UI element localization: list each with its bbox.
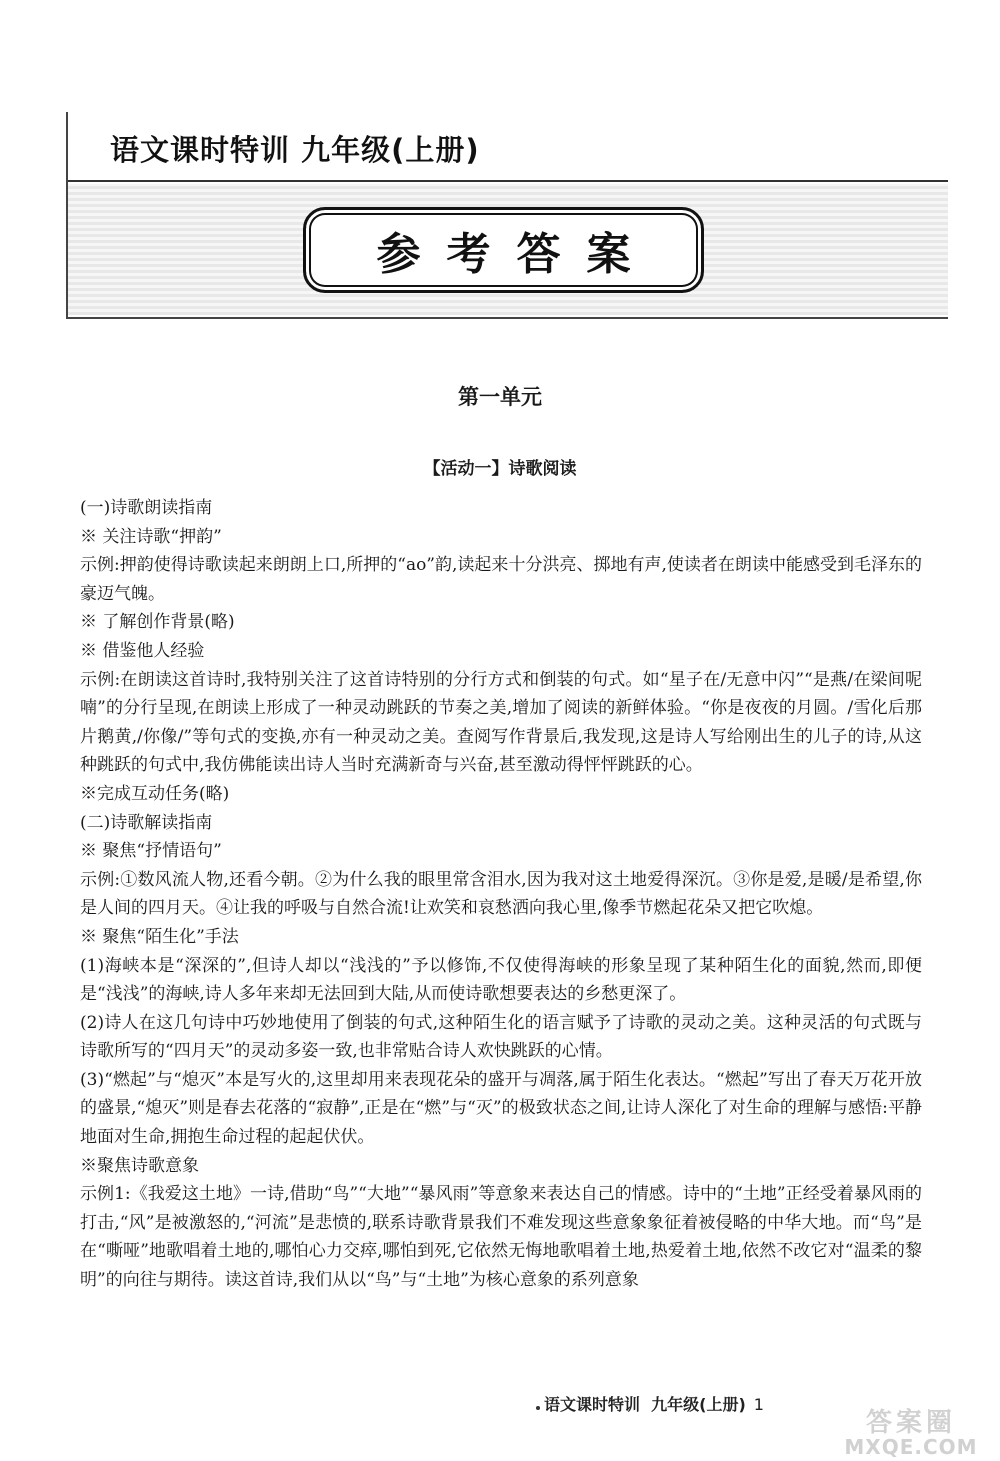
watermark-logo: [836, 1408, 986, 1460]
bullet-heading: ※ 聚焦“陌生化”手法: [80, 926, 239, 947]
bullet-heading: ※完成互动任务(略): [80, 783, 230, 804]
paragraph: 示例1:《我爱这土地》一诗,借助“鸟”“大地”“暴风雨”等意象来表达自己的情感。诗中的“土地”正经受着暴风雨的打击,“风”是被激怒的,“河流”是悲愤的,联系诗歌背景我们不难发现这些意象象征着被侵略的中华大地。而“鸟”是在“嘶哑”地歌唱着土地的,哪怕心力交瘁,哪怕到死,它依然无悔地歌唱着土地,热爱着土地,依然不改它对“温柔的黎明”的向往与期待。读这首诗,我们从以“鸟”与“土地”为核心意象的系列意象: [80, 1184, 922, 1291]
footer-book-title: 语文课时特训 九年级(上册): [544, 1395, 746, 1414]
bullet-heading: ※ 借鉴他人经验: [80, 640, 205, 661]
paragraph: (1)海峡本是“深深的”,但诗人却以“浅浅的”予以修饰,不仅使得海峡的形象呈现了某种陌生化的面貌,然而,即便是“浅浅”的海峡,诗人多年来却无法回到大陆,从而使诗歌想要表达的乡愁更深了。: [80, 955, 922, 1005]
bullet-heading: ※ 了解创作背景(略): [80, 612, 235, 633]
bullet-heading: ※ 关注诗歌“押韵”: [80, 526, 222, 547]
page-number: 1: [753, 1395, 764, 1414]
paragraph: 示例:押韵使得诗歌读起来朗朗上口,所押的“ao”韵,读起来十分洪亮、掷地有声,使读者在朗读中能感受到毛泽东的豪迈气魄。: [80, 555, 922, 604]
watermark-top: 答案圈: [865, 1408, 956, 1438]
answer-heading: 参考答案: [376, 229, 657, 280]
section-heading: (一)诗歌朗读指南: [80, 498, 213, 518]
footer-dot: [536, 1406, 540, 1410]
section-heading: (二)诗歌解读指南: [80, 812, 213, 833]
paragraph: (3)“燃起”与“熄灭”本是写火的,这里却用来表现花朵的盛开与凋落,属于陌生化表达。“燃起”写出了春天万花开放的盛景,“熄灭”则是春去花落的“寂静”,正是在“燃”与“灭”的极致状态之间,让诗人深化了对生命的理解与感悟:平静地面对生命,拥抱生命过程的起起伏伏。: [80, 1069, 922, 1148]
answer-content: [80, 494, 922, 1295]
header-rule: [68, 180, 948, 182]
paragraph: (2)诗人在这几句诗中巧妙地使用了倒装的句式,这种陌生化的语言赋予了诗歌的灵动之美。这种灵活的句式既与诗歌所写的“四月天”的灵动多姿一致,也非常贴合诗人欢快跳跃的心情。: [80, 1012, 922, 1062]
book-title: 语文课时特训 九年级(上册): [110, 133, 480, 167]
paragraph: 示例:①数风流人物,还看今朝。②为什么我的眼里常含泪水,因为我对这土地爱得深沉。③你是爱,是暖/是希望,你是人间的四月天。④让我的呼吸与自然合流!让欢笑和哀愁洒向我心里,像季节燃起花朵又把它吹熄。: [80, 869, 922, 919]
watermark-bottom: MXQE.COM: [844, 1435, 978, 1459]
page-header: [66, 112, 948, 319]
answer-heading-box: [303, 207, 704, 293]
bullet-heading: ※ 聚焦“抒情语句”: [80, 841, 222, 862]
unit-title: 第一单元: [458, 385, 542, 409]
activity-title: 【活动一】诗歌阅读: [423, 459, 577, 479]
page-footer: [544, 1392, 764, 1415]
bullet-heading: ※聚焦诗歌意象: [80, 1155, 199, 1176]
paragraph: 示例:在朗读这首诗时,我特别关注了这首诗特别的分行方式和倒装的句式。如“星子在/无意中闪”“是燕/在梁间呢喃”的分行呈现,在朗读上形成了一种灵动跳跃的节奏之美,增加了阅读的新鲜体验。“你是夜夜的月圆。/雪化后那片鹅黄,/你像/”等句式的变换,亦有一种灵动之美。查阅写作背景后,我发现,这是诗人写给刚出生的儿子的诗,从这种跳跃的句式中,我仿佛能读出诗人当时充满新奇与兴奋,甚至激动得怦怦跳跃的心。: [80, 669, 922, 776]
